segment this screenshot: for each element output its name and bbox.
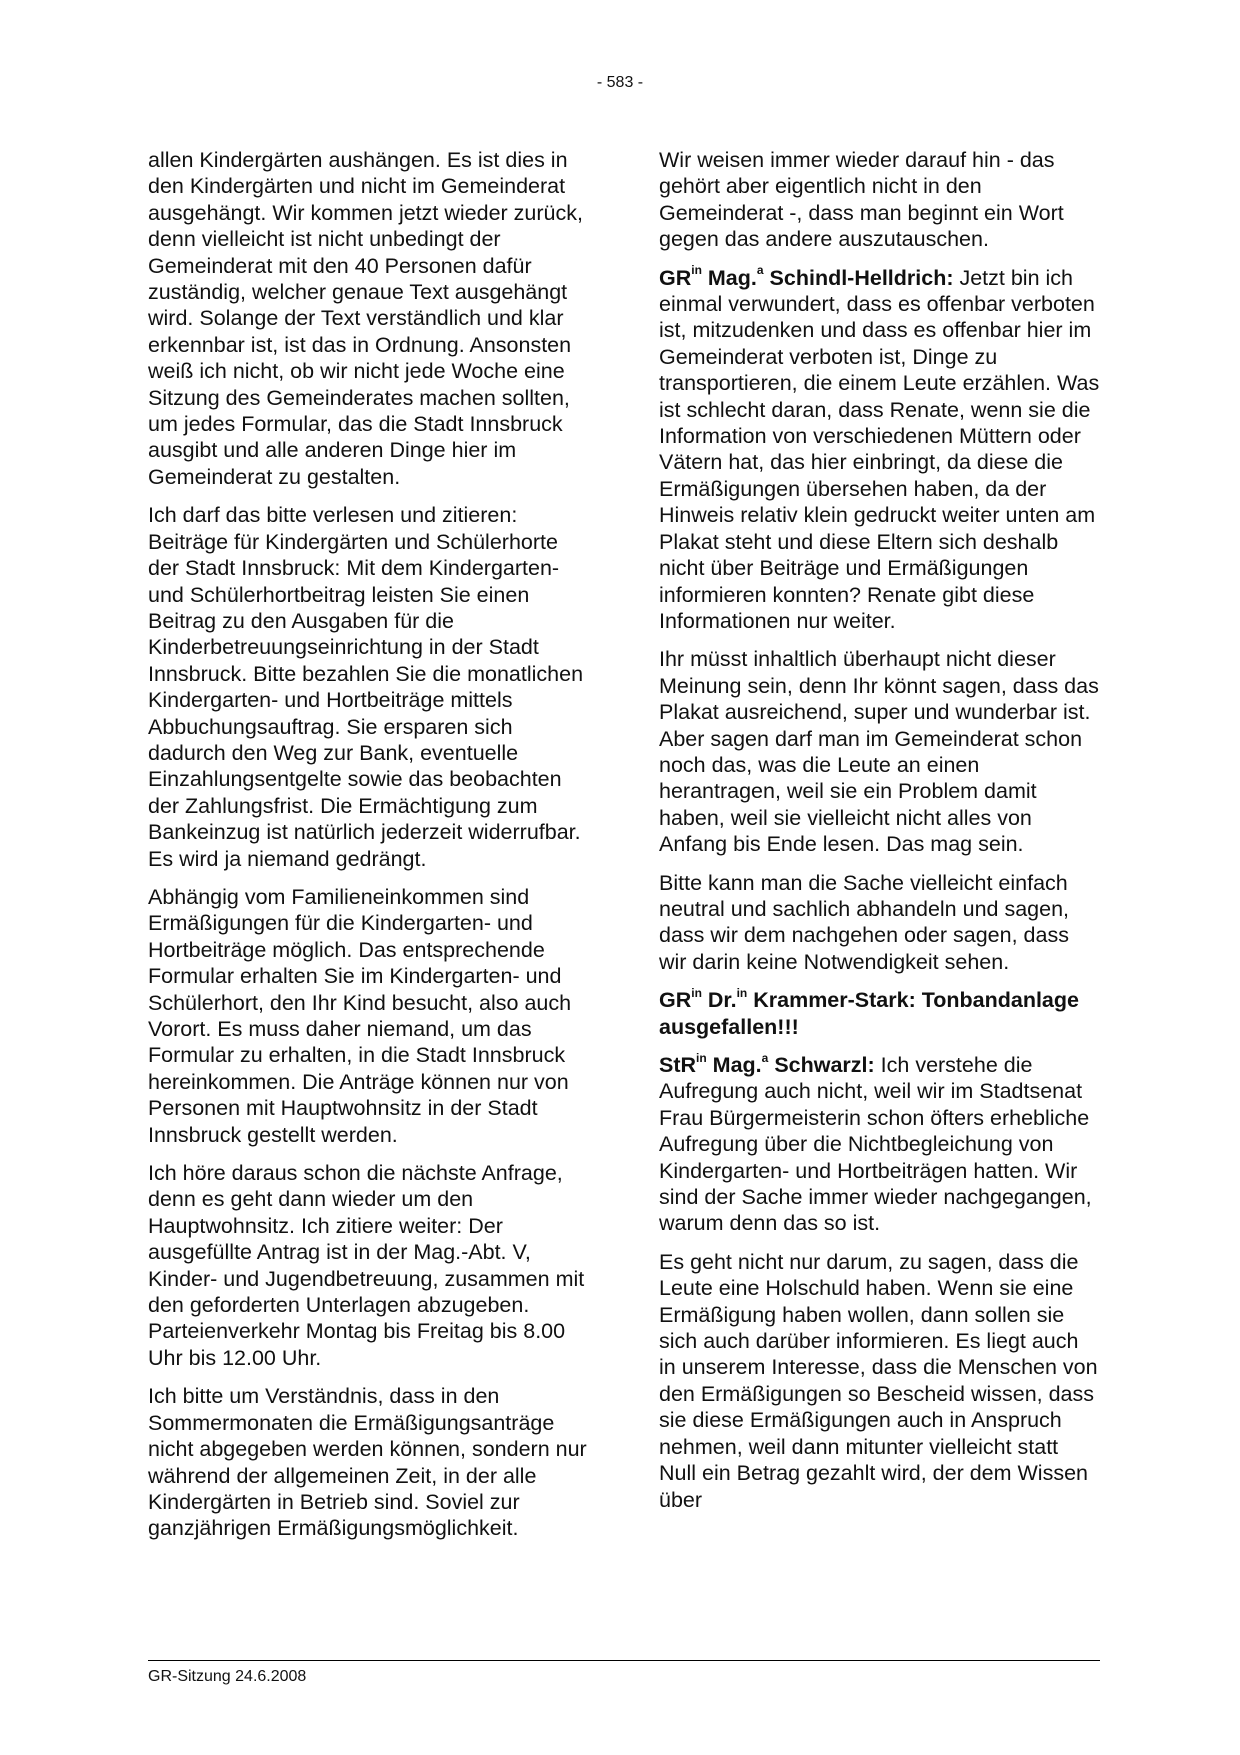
speech-schwarzl (659, 1052, 1101, 1237)
paragraph: Bitte kann man die Sache vielleicht einfach neutral und sachlich abhandeln und sagen, dass wir dem nachgehen oder sagen, dass wir darin keine Notwendigkeit sehen. (659, 870, 1070, 974)
paragraph: Ich höre daraus schon die nächste Anfrage, denn es geht dann wieder um den Hauptwohnsitz. Ich zitiere weiter: Der ausgefüllte Antrag ist in der Mag.-Abt. V, Kinder- und Jugendbetreuung, zusammen mit den geforderten Unterlagen abzugeben. Parteienverkehr Montag bis Freitag bis 8.00 Uhr bis 12.00 Uhr. (148, 1161, 585, 1370)
speaker-name: $GR^{in}$ Mag.$^a$ Schindl-Helldrich: (659, 263, 954, 290)
speaker-name: StR$^{in}$ Mag.$^a$ Schwarzl: (659, 1050, 875, 1077)
page-number: - 583 - (596, 74, 644, 91)
speech-text: Jetzt bin ich einmal verwundert, dass es offenbar verboten ist, mitzudenken und dass es offenbar hier im Gemeinderat verboten ist, Dinge zu transportieren, die einem Leute erzählen. Was ist schlecht daran, dass Renate, wenn sie die Information von verschiedenen Müttern oder Vätern hat, das hier einbringt, da diese die Ermäßigungen übersehen haben, da der Hinweis relativ klein gedruckt weiter unten am Plakat steht und diese Eltern sich deshalb nicht über Beiträge und Ermäßigungen informieren konnten? Renate gibt diese Informationen nur weiter. (659, 265, 1100, 633)
paragraph: Es geht nicht nur darum, zu sagen, dass die Leute eine Holschuld haben. Wenn sie eine Ermäßigung haben wollen, dann sollen sie sich auch darüber informieren. Es liegt auch in unserem Interesse, dass die Menschen von den Ermäßigungen so Bescheid wissen, dass sie diese Ermäßigungen auch in Anspruch nehmen, weil dann mitunter vielleicht statt Null ein Betrag gezahlt wird, der dem Wissen über (659, 1249, 1098, 1512)
paragraph: Ich bitte um Verständnis, dass in den Sommermonaten die Ermäßigungsanträge nicht abgegeben werden können, sondern nur während der allgemeinen Zeit, in der alle Kindergärten in Betrieb sind. Soviel zur ganzjährigen Ermäßigungsmöglichkeit. (148, 1384, 587, 1541)
speaker-name: $GR^{in}$ Dr.$^{in}$ Krammer-Stark: Tonbandanlage ausgefallen!!! (659, 986, 1079, 1039)
footer-session-date: GR-Sitzung 24.6.2008 (148, 1668, 307, 1685)
paragraph: allen Kindergärten aushängen. Es ist dies in den Kindergärten und nicht im Gemeinderat ausgehängt. Wir kommen jetzt wieder zurück, denn vielleicht ist nicht unbedingt der Gemeinderat mit den 40 Personen dafür zuständig, welcher genaue Text ausgehängt wird. Solange der Text verständlich und klar erkennbar ist, ist das in Ordnung. Ansonsten weiß ich nicht, ob wir nicht jede Woche eine Sitzung des Gemeinderates machen sollten, um jedes Formular, das die Stadt Innsbruck ausgibt und alle anderen Dinge hier im Gemeinderat zu gestalten. (148, 148, 583, 489)
paragraph: Ich darf das bitte verlesen und zitieren: Beiträge für Kindergärten und Schülerhorte der Stadt Innsbruck: Mit dem Kindergarten- und Schülerhortbeitrag leisten Sie einen Beitrag zu den Ausgaben für die Kinderbetreuungseinrichtung in der Stadt Innsbruck. Bitte bezahlen Sie die monatlichen Kindergarten- und Hortbeiträge mittels Abbuchungsauftrag. Sie ersparen sich dadurch den Weg zur Bank, eventuelle Einzahlungsentgelte sowie das beobachten der Zahlungsfrist. Die Ermächtigung zum Bankeinzug ist natürlich jederzeit widerrufbar. Es wird ja niemand gedrängt. (148, 503, 584, 871)
footer-divider (148, 1660, 1100, 1661)
speech-text: Ich verstehe die Aufregung auch nicht, weil wir im Stadtsenat Frau Bürgermeisterin schon öfters erhebliche Aufregung über die Nichtbegleichung von Kindergarten- und Hortbeiträgen hatten. Wir sind der Sache immer wieder nachgegangen, warum denn das so ist. (659, 1053, 1092, 1236)
speech-krammer-stark (659, 987, 1101, 1040)
paragraph: Wir weisen immer wieder darauf hin - das gehört aber eigentlich nicht in den Gemeinderat -, dass man beginnt ein Wort gegen das andere auszutauschen. (659, 148, 1064, 252)
paragraph: Ihr müsst inhaltlich überhaupt nicht dieser Meinung sein, denn Ihr könnt sagen, dass das Plakat ausreichend, super und wunderbar ist. Aber sagen darf man im Gemeinderat schon noch das, was die Leute an einen herantragen, weil sie ein Problem damit haben, weil sie vielleicht nicht alles von Anfang bis Ende lesen. Das mag sein. (659, 647, 1099, 857)
paragraph: Abhängig vom Familieneinkommen sind Ermäßigungen für die Kindergarten- und Hortbeiträge möglich. Das entsprechende Formular erhalten Sie im Kindergarten- und Schülerhort, den Ihr Kind besucht, also auch Vorort. Es muss daher niemand, um das Formular zu erhalten, in die Stadt Innsbruck hereinkommen. Die Anträge können nur von Personen mit Hauptwohnsitz in der Stadt Innsbruck gestellt werden. (148, 884, 572, 1147)
left-column (148, 147, 590, 1554)
speech-schindl-helldrich (659, 265, 1101, 635)
right-column (659, 147, 1101, 1525)
